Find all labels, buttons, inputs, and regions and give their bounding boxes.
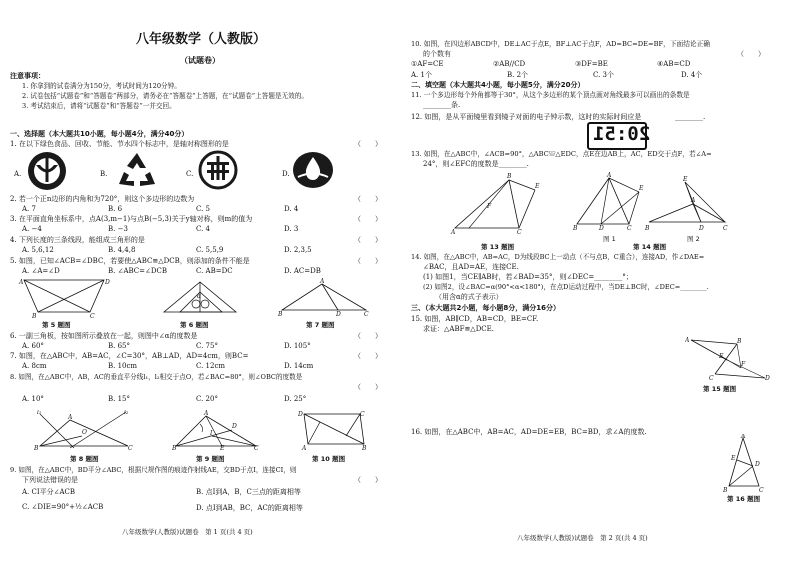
q2-option-a: A. 7 bbox=[22, 205, 36, 213]
q14-stem: 14. 如图，在△ABC中，AB=AC，D为线段BC上一动点（不与点B，C重合），连接AD，作∠DAE= bbox=[411, 253, 705, 261]
figure-q15 bbox=[685, 334, 771, 382]
caption-q14: 第 14 题图 bbox=[633, 243, 667, 251]
q7-bracket: （ ） bbox=[354, 352, 382, 360]
svg-text:C: C bbox=[254, 445, 259, 450]
q1-label-b: B. bbox=[100, 170, 108, 178]
q5-option-d: D. AC=DB bbox=[284, 267, 321, 275]
svg-text:C: C bbox=[709, 375, 714, 382]
q14-sub-2b: （用含α的式子表示） bbox=[435, 293, 503, 301]
q8-stem: 8. 如图，在△ABC中，AB，AC的垂直平分线l₁，l₂相交于点O，若∠BAC=80°，则∠OBC的度数是 bbox=[10, 373, 303, 381]
q2-option-b: B. 6 bbox=[108, 205, 123, 213]
q3-option-a: A. −4 bbox=[22, 225, 42, 233]
q10-stem-2: 的个数有 bbox=[423, 50, 451, 58]
q9-stem: 9. 如图，在△ABC中，BD平分∠ABC，根据尺规作图的痕迹作射线AE，交BD于点I，连接CI，则 bbox=[10, 466, 297, 474]
svg-text:D: D bbox=[105, 279, 110, 286]
caption-q16: 第 16 题图 bbox=[727, 495, 761, 503]
q8-option-b: B. 15° bbox=[108, 395, 131, 403]
svg-text:B: B bbox=[645, 225, 650, 232]
q1-label-a: A. bbox=[14, 170, 22, 178]
q7-stem: 7. 如图，在△ABC中，AB=AC，∠C=30°，AB⊥AD，AD=4cm，则BC= bbox=[10, 352, 249, 360]
q1-label-c: C. bbox=[186, 170, 194, 178]
figure-q10 bbox=[298, 410, 368, 450]
q15-stem: 15. 如图，AB∥CD，AB=CD，BE=CF. bbox=[411, 315, 539, 323]
q3-option-b: B. −3 bbox=[108, 225, 128, 233]
svg-text:C: C bbox=[364, 311, 369, 318]
q9-option-d: D. 点I到AB，BC，AC的距离相等 bbox=[196, 504, 303, 512]
svg-text:C: C bbox=[723, 225, 728, 232]
q16-stem: 16. 如图，在△ABC中，AB=AC，AD=DE=EB，BC=BD，求∠A的度数. bbox=[411, 428, 647, 436]
svg-text:D: D bbox=[599, 225, 604, 230]
q6-option-c: C. 75° bbox=[196, 342, 218, 350]
figure-q8 bbox=[34, 410, 134, 450]
q4-bracket: （ ） bbox=[354, 236, 382, 244]
svg-text:A: A bbox=[19, 279, 24, 286]
q10-fact-3: ③DF=BE bbox=[575, 60, 608, 68]
q7-option-a: A. 8cm bbox=[22, 362, 47, 370]
q10-option-b: B. 2个 bbox=[507, 71, 529, 79]
water-saving-logo-icon bbox=[292, 150, 334, 190]
svg-text:D: D bbox=[755, 461, 760, 468]
q6-stem: 6. 一副三角板，按如图所示叠放在一起，则图中∠α的度数是 bbox=[10, 332, 198, 340]
svg-text:A: A bbox=[685, 337, 690, 344]
energy-saving-logo-icon bbox=[198, 150, 238, 190]
svg-text:I: I bbox=[210, 430, 213, 437]
section2-heading: 二、填空题（本大题共4小题，每小题5分，满分20分） bbox=[411, 81, 585, 89]
q10-fact-2: ②AB//CD bbox=[493, 60, 526, 68]
svg-text:B: B bbox=[34, 445, 39, 450]
svg-text:l₁: l₁ bbox=[37, 410, 42, 416]
svg-text:B: B bbox=[723, 487, 728, 492]
q12-stem: 12. 如图，是从平面镜里看到镜子对面的电子钟示数，这时的实际时间应是 bbox=[411, 113, 642, 121]
q8-option-a: A. 10° bbox=[22, 395, 44, 403]
q10-bracket: （ ） bbox=[737, 50, 765, 58]
q10-option-c: C. 3个 bbox=[593, 71, 615, 79]
q5-option-c: C. AB=DC bbox=[196, 267, 233, 275]
svg-text:C: C bbox=[360, 411, 365, 418]
svg-text:O: O bbox=[82, 429, 87, 436]
svg-text:A: A bbox=[607, 172, 612, 179]
caption-q5: 第 5 题图 bbox=[42, 321, 71, 329]
q9-stem-2: 下列说法错误的是 bbox=[22, 476, 78, 484]
q2-stem: 2. 若一个正n边形的内角和为720°，则这个多边形的边数为 bbox=[10, 195, 195, 203]
q3-option-c: C. 4 bbox=[196, 225, 211, 233]
q5-stem: 5. 如图，已知∠ACB=∠DBC，若要使△ABC≌△DCB，则添加的条件不能是 bbox=[10, 257, 250, 265]
svg-text:A: A bbox=[68, 414, 73, 421]
green-food-logo-icon bbox=[26, 150, 68, 192]
q14-sub-1: (1) 如图1，当CE∥AB时，若∠BAD=35°，则∠DEC=________°； bbox=[423, 273, 633, 281]
q12-blank: ________. bbox=[675, 113, 706, 121]
notice-item-1: 1. 你拿到的试卷满分为150分，考试时间为120分钟。 bbox=[22, 82, 181, 90]
svg-text:A: A bbox=[204, 410, 209, 417]
svg-text:E: E bbox=[220, 445, 225, 450]
q10-fact-1: ①AF=CE bbox=[411, 60, 444, 68]
svg-text:C: C bbox=[517, 229, 522, 236]
q7-option-b: B. 10cm bbox=[108, 362, 138, 370]
q9-bracket: （ ） bbox=[354, 476, 382, 484]
q11-stem: 11. 一个多边形每个外角都等于30°，从这个多边形的某个顶点画对角线最多可以画出的条数是 bbox=[411, 91, 690, 99]
svg-text:D: D bbox=[232, 423, 237, 430]
q10-stem: 10. 如图，在四边形ABCD中，DE⊥AC于点E，BF⊥AC于点F，AD=BC=DE=BF，下面结论正确 bbox=[411, 40, 710, 48]
caption-q8: 第 8 题图 bbox=[70, 455, 99, 463]
svg-text:α: α bbox=[197, 293, 202, 300]
q2-option-c: C. 5 bbox=[196, 205, 211, 213]
q13-stem-2: 24°，则∠EFC的度数是________. bbox=[423, 160, 529, 168]
section1-heading: 一、选择题（本大题共10小题，每小题4分，满分40分） bbox=[10, 130, 189, 138]
svg-text:E: E bbox=[683, 176, 688, 183]
q7-option-c: C. 12cm bbox=[196, 362, 226, 370]
q2-option-d: D. 4 bbox=[284, 205, 299, 213]
q14-stem-2: ∠BAC，且AD=AE，连接CE. bbox=[423, 263, 519, 271]
svg-text:A: A bbox=[691, 197, 696, 204]
footer-page-2: 八年级数学(人教版)试题卷 第 2 页(共 4 页) bbox=[517, 534, 648, 542]
svg-text:C: C bbox=[128, 445, 133, 450]
q5-option-a: A. ∠A=∠D bbox=[22, 267, 60, 275]
q4-option-d: D. 2,3,5 bbox=[284, 246, 312, 254]
q15-stem-2: 求证：△ABF≌△DCE. bbox=[423, 325, 494, 333]
figure-q9 bbox=[172, 410, 260, 450]
svg-text:B: B bbox=[32, 313, 37, 318]
figure-q6 bbox=[160, 278, 240, 318]
svg-text:A: A bbox=[741, 434, 746, 440]
caption-q13: 第 13 题图 bbox=[481, 243, 515, 251]
caption-q10: 第 10 题图 bbox=[312, 455, 346, 463]
q8-option-d: D. 25° bbox=[284, 395, 307, 403]
q3-stem: 3. 在平面直角坐标系中，点A(3,m−1)与点B(−5,3)关于y轴对称，则m的值为 bbox=[10, 215, 253, 223]
q10-option-d: D. 4个 bbox=[681, 71, 703, 79]
q8-option-c: C. 20° bbox=[196, 395, 218, 403]
q1-stem: 1. 在以下绿色食品、回收、节能、节水四个标志中，是轴对称图形的是 bbox=[10, 140, 229, 148]
svg-text:A: A bbox=[451, 229, 456, 236]
q6-option-d: D. 105° bbox=[284, 342, 311, 350]
svg-text:C: C bbox=[759, 487, 764, 492]
caption-q6: 第 6 题图 bbox=[180, 321, 209, 329]
svg-text:D: D bbox=[699, 225, 704, 232]
q9-option-c: C. ∠DIE=90°+½∠ACB bbox=[22, 503, 104, 511]
notice-item-3: 3. 考试结束后，请将“试题卷”和“答题卷”一并交回。 bbox=[22, 102, 176, 110]
notice-heading: 注意事项： bbox=[10, 72, 45, 80]
q1-label-d: D. bbox=[282, 170, 290, 178]
page-subtitle: （试题卷） bbox=[180, 56, 220, 65]
svg-text:C: C bbox=[627, 225, 632, 230]
section3-heading: 三、（本大题共2小题，每小题8分，满分16分） bbox=[411, 304, 560, 312]
figure-q14-2 bbox=[645, 176, 729, 232]
q10-fact-4: ④AB=CD bbox=[657, 60, 691, 68]
svg-text:E: E bbox=[535, 183, 540, 190]
footer-page-1: 八年级数学(人教版)试题卷 第 1 页(共 4 页) bbox=[122, 528, 253, 536]
figure-q5 bbox=[18, 278, 110, 318]
q5-option-b: B. ∠ABC=∠DCB bbox=[108, 267, 167, 275]
svg-text:A: A bbox=[320, 278, 325, 285]
caption-q9: 第 9 题图 bbox=[196, 455, 225, 463]
q10-option-a: A. 1个 bbox=[411, 71, 432, 79]
q4-option-b: B. 4,4,8 bbox=[108, 246, 136, 254]
q6-option-b: B. 65° bbox=[108, 342, 131, 350]
svg-text:F: F bbox=[487, 203, 492, 210]
caption-q7: 第 7 题图 bbox=[306, 321, 335, 329]
q7-option-d: D. 14cm bbox=[284, 362, 314, 370]
q5-bracket: （ ） bbox=[354, 257, 382, 265]
recycle-logo-icon bbox=[116, 150, 158, 190]
svg-text:B: B bbox=[362, 445, 367, 450]
svg-text:C: C bbox=[90, 313, 95, 318]
q9-option-b: B. 点I到A，B，C三点的距离相等 bbox=[196, 488, 301, 496]
notice-item-2: 2. 试卷包括“试题卷”和“答题卷”两部分，请务必在“答题卷”上答题，在“试题卷”上答题是无效的。 bbox=[22, 92, 308, 100]
page-right bbox=[397, 0, 794, 561]
svg-text:B: B bbox=[573, 225, 578, 230]
mirror-clock-digits: 20:51 bbox=[593, 123, 651, 145]
svg-text:B: B bbox=[172, 445, 177, 450]
svg-text:B: B bbox=[507, 173, 512, 180]
caption-fig2: 图 2 bbox=[687, 235, 700, 243]
q3-option-d: D. 3 bbox=[284, 225, 299, 233]
q8-bracket: （ ） bbox=[354, 383, 382, 391]
svg-text:D: D bbox=[298, 411, 303, 418]
svg-text:D: D bbox=[336, 311, 341, 318]
caption-fig1: 图 1 bbox=[603, 235, 616, 243]
svg-text:B: B bbox=[278, 311, 283, 318]
svg-text:E: E bbox=[639, 185, 644, 192]
q4-stem: 4. 下列长度的三条线段，能组成三角形的是 bbox=[10, 236, 145, 244]
q11-blank: ________条. bbox=[423, 101, 461, 109]
svg-text:F: F bbox=[741, 361, 746, 368]
q4-option-c: C. 5,5,9 bbox=[196, 246, 224, 254]
figure-q14-1 bbox=[573, 170, 645, 230]
q3-bracket: （ ） bbox=[354, 215, 382, 223]
page-title: 八年级数学（人教版） bbox=[136, 32, 267, 47]
q4-option-a: A. 5,6,12 bbox=[22, 246, 54, 254]
q1-bracket: （ ） bbox=[354, 140, 382, 148]
svg-text:E: E bbox=[731, 455, 736, 462]
q6-option-a: A. 60° bbox=[22, 342, 44, 350]
svg-text:D: D bbox=[765, 375, 770, 382]
svg-text:l₂: l₂ bbox=[124, 410, 129, 416]
q2-bracket: （ ） bbox=[354, 195, 382, 203]
q13-stem: 13. 如图，在△ABC中，∠ACB=90°，△ABC≌△EDC，点E在边AB上，AC，ED交于点F，若∠A= bbox=[411, 150, 712, 158]
svg-text:A: A bbox=[302, 445, 307, 450]
svg-text:B: B bbox=[737, 338, 742, 345]
figure-q16 bbox=[723, 434, 767, 492]
q9-option-a: A. CI平分∠ACB bbox=[22, 488, 76, 496]
q6-bracket: （ ） bbox=[354, 332, 382, 340]
svg-text:E: E bbox=[719, 353, 724, 360]
figure-q13 bbox=[449, 168, 545, 238]
q14-sub-2: (2) 如图2，设∠BAC=α(90°<α<180°)，在点D运动过程中，当DE⊥BC时，∠DEC=________. bbox=[423, 283, 709, 291]
figure-q7 bbox=[278, 278, 370, 318]
caption-q15: 第 15 题图 bbox=[703, 385, 737, 393]
